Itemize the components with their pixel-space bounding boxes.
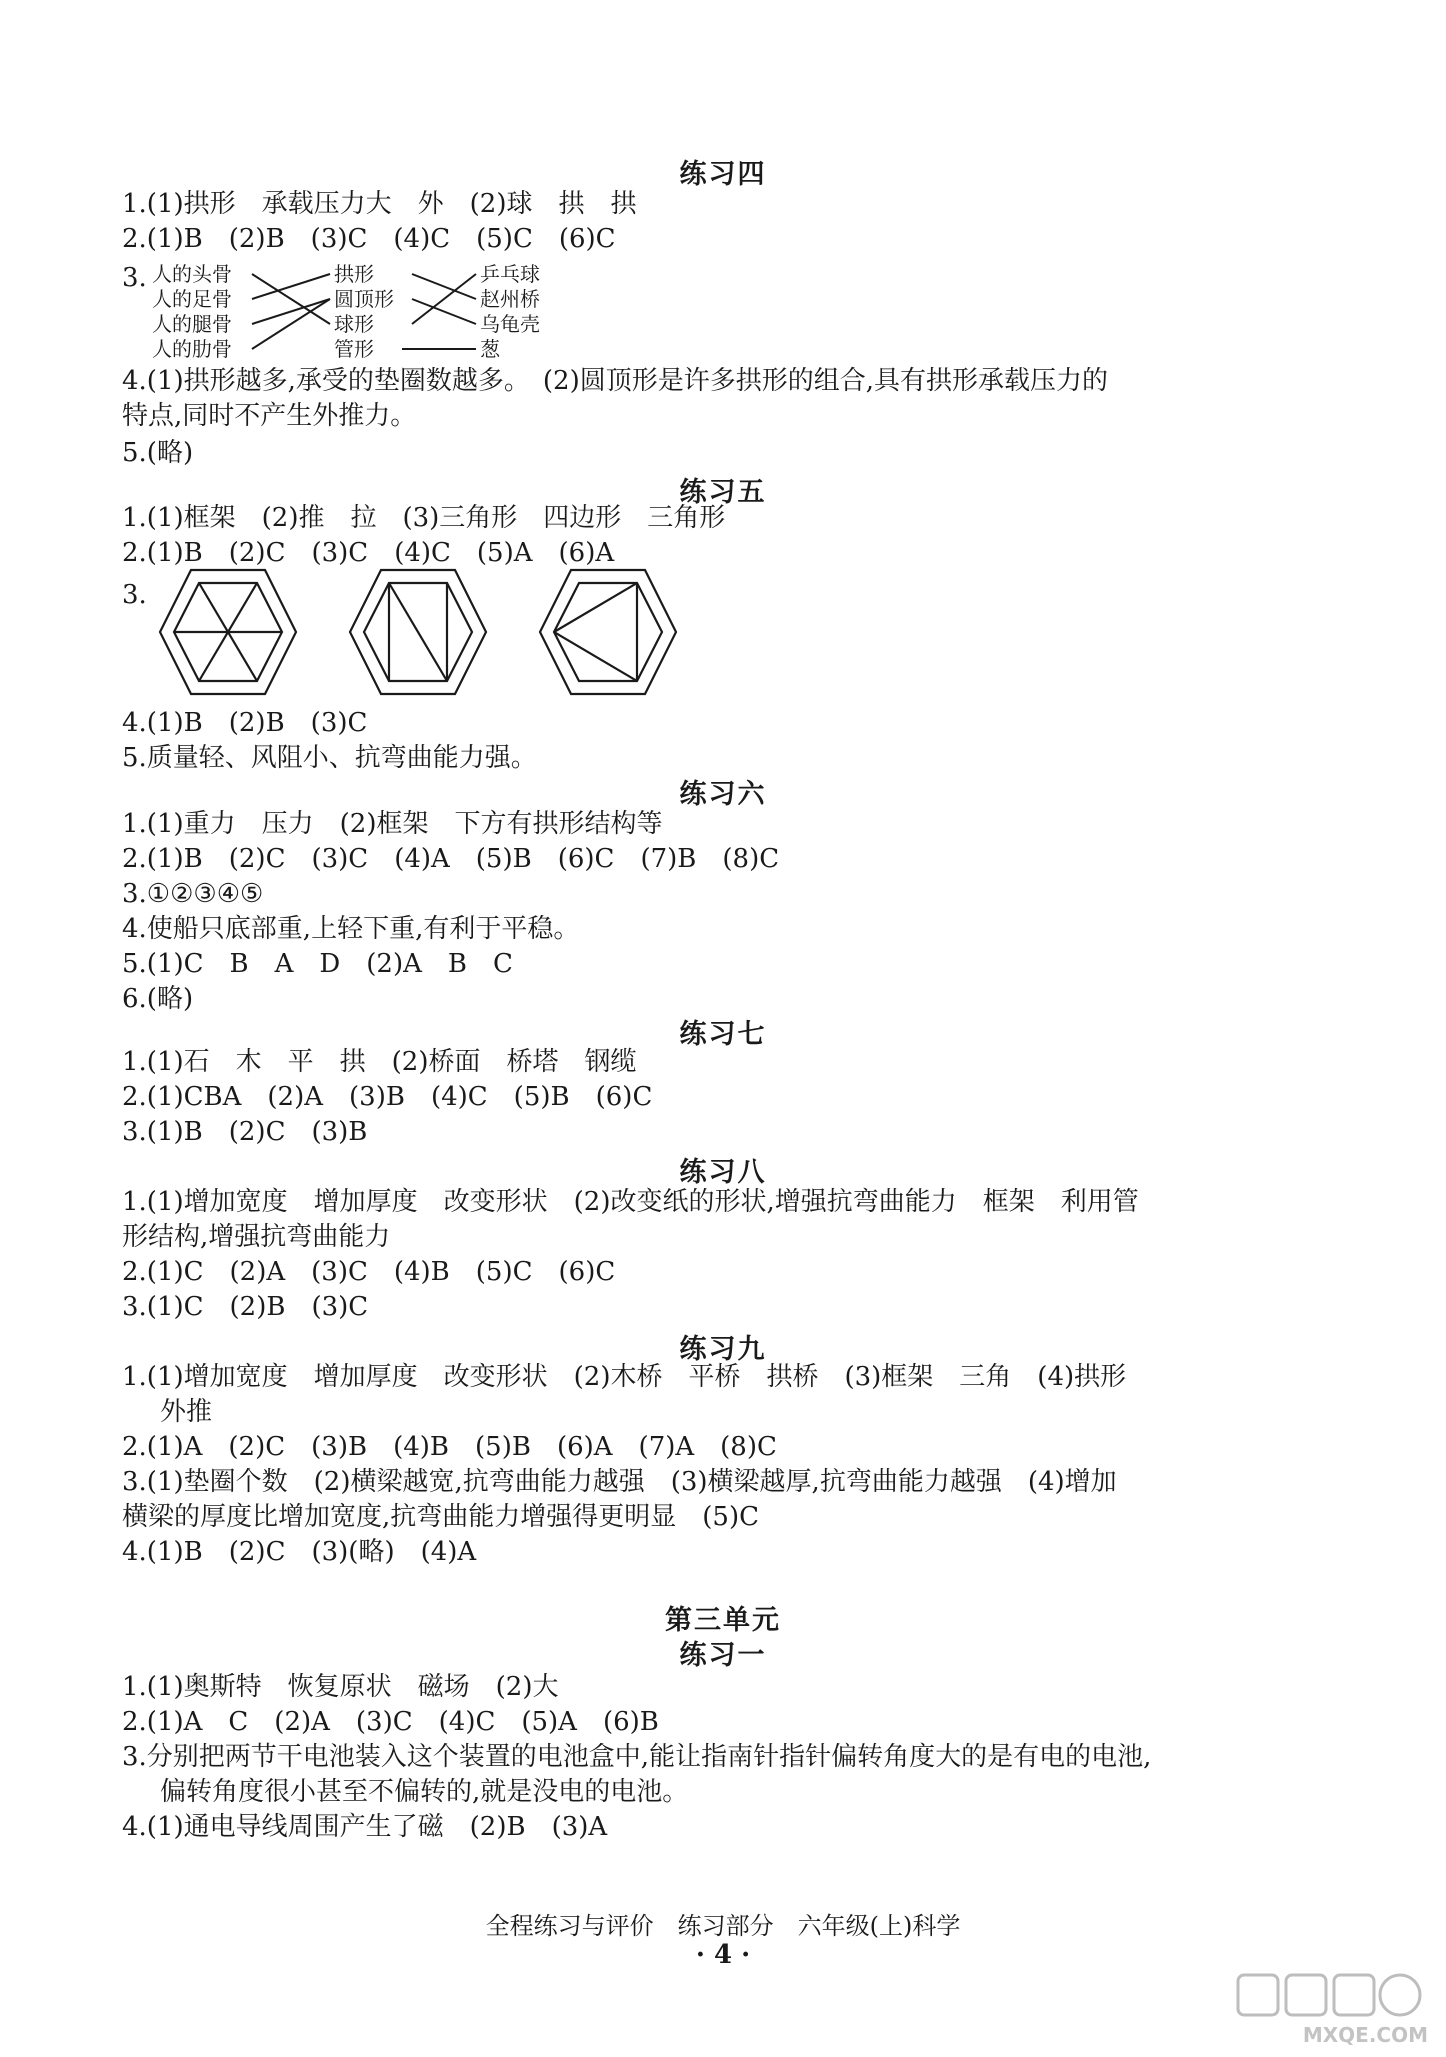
hexagon-diagrams	[150, 560, 690, 710]
match-line	[252, 274, 330, 299]
match-line	[252, 299, 330, 349]
matching-lines	[0, 0, 700, 380]
ex8-q2: 2.(1)C (2)A (3)C (4)B (5)C (6)C	[122, 1257, 616, 1287]
ex8-q3: 3.(1)C (2)B (3)C	[122, 1292, 369, 1322]
unit3-q3-line1: 3.分别把两节干电池装入这个装置的电池盒中,能让指南针指针偏转角度大的是有电的电池,	[122, 1742, 1152, 1772]
unit3-q1: 1.(1)奥斯特 恢复原状 磁场 (2)大	[122, 1672, 559, 1702]
ex5-q2: 2.(1)B (2)C (3)C (4)C (5)A (6)A	[122, 538, 615, 568]
ex4-q2: 2.(1)B (2)B (3)C (4)C (5)C (6)C	[122, 224, 616, 254]
match-line	[412, 299, 476, 324]
ex8-q1-line2: 形结构,增强抗弯曲能力	[122, 1222, 391, 1252]
ex5-q5: 5.质量轻、风阻小、抗弯曲能力强。	[122, 743, 537, 773]
match-right-item: 乒乓球	[480, 262, 540, 286]
hexagon-six-triangles	[160, 570, 296, 694]
match-line	[252, 299, 330, 324]
hexagon-inscribed-triangle	[540, 570, 676, 694]
match-line	[252, 274, 330, 324]
ex4-q3-number: 3.	[122, 263, 147, 293]
match-right-item: 乌龟壳	[480, 312, 540, 336]
section-title-ex7: 练习七	[679, 1019, 767, 1050]
ex6-q5: 5.(1)C B A D (2)A B C	[122, 949, 513, 979]
watermark-icon	[1228, 1967, 1428, 2023]
watermark-text: MXQE.COM	[1302, 2023, 1428, 2047]
ex9-q2: 2.(1)A (2)C (3)B (4)B (5)B (6)A (7)A (8)C	[122, 1432, 777, 1462]
ex9-q1-line2: 外推	[160, 1397, 213, 1427]
section-title-ex4: 练习四	[679, 159, 767, 190]
ex5-q4: 4.(1)B (2)B (3)C	[122, 708, 368, 738]
section-title-unit3-ex1: 练习一	[679, 1640, 767, 1671]
match-mid-item: 拱形	[334, 262, 374, 286]
ex9-q1-line1: 1.(1)增加宽度 增加厚度 改变形状 (2)木桥 平桥 拱桥 (3)框架 三角 (4)拱形	[122, 1362, 1127, 1392]
watermark-logo	[1228, 1967, 1428, 2047]
match-line	[412, 274, 476, 324]
match-left-item: 人的足骨	[152, 287, 232, 311]
ex4-q5: 5.(略)	[122, 438, 194, 468]
page-number: · 4 ·	[695, 1940, 751, 1970]
match-left-item: 人的头骨	[152, 262, 232, 286]
ex7-q1: 1.(1)石 木 平 拱 (2)桥面 桥塔 钢缆	[122, 1047, 637, 1077]
section-title-ex5: 练习五	[679, 477, 767, 508]
match-right-item: 赵州桥	[480, 287, 540, 311]
ex6-q6: 6.(略)	[122, 984, 194, 1014]
ex9-q3-line1: 3.(1)垫圈个数 (2)横梁越宽,抗弯曲能力越强 (3)横梁越厚,抗弯曲能力越强 (4)增加	[122, 1467, 1117, 1497]
ex6-q2: 2.(1)B (2)C (3)C (4)A (5)B (6)C (7)B (8)C	[122, 844, 780, 874]
ex6-q3: 3.①②③④⑤	[122, 879, 264, 909]
section-title-ex8: 练习八	[679, 1157, 767, 1188]
section-title-ex6: 练习六	[679, 779, 767, 810]
section-title-ex9: 练习九	[679, 1334, 767, 1365]
match-left-item: 人的肋骨	[152, 337, 232, 361]
ex4-q1: 1.(1)拱形 承载压力大 外 (2)球 拱 拱	[122, 189, 637, 219]
ex5-q1: 1.(1)框架 (2)推 拉 (3)三角形 四边形 三角形	[122, 503, 726, 533]
match-left-item: 人的腿骨	[152, 312, 232, 336]
unit3-q3-line2: 偏转角度很小甚至不偏转的,就是没电的电池。	[160, 1777, 689, 1807]
match-right-item: 葱	[480, 337, 500, 361]
ex5-q3-number: 3.	[122, 580, 147, 610]
match-mid-item: 圆顶形	[334, 287, 394, 311]
ex4-q4-line1: 4.(1)拱形越多,承受的垫圈数越多。 (2)圆顶形是许多拱形的组合,具有拱形承载压力的	[122, 366, 1108, 396]
ex9-q4: 4.(1)B (2)C (3)(略) (4)A	[122, 1537, 477, 1567]
ex7-q2: 2.(1)CBA (2)A (3)B (4)C (5)B (6)C	[122, 1082, 653, 1112]
unit3-q4: 4.(1)通电导线周围产生了磁 (2)B (3)A	[122, 1812, 608, 1842]
ex6-q1: 1.(1)重力 压力 (2)框架 下方有拱形结构等	[122, 809, 663, 839]
match-mid-item: 球形	[334, 312, 374, 336]
unit-title: 第三单元	[665, 1605, 781, 1636]
ex6-q4: 4.使船只底部重,上轻下重,有利于平稳。	[122, 914, 580, 944]
hexagon-rectangle-diagonal	[350, 570, 486, 694]
match-line	[412, 274, 476, 299]
footer-text: 全程练习与评价 练习部分 六年级(上)科学	[485, 1912, 961, 1940]
ex8-q1-line1: 1.(1)增加宽度 增加厚度 改变形状 (2)改变纸的形状,增强抗弯曲能力 框架 利用管	[122, 1187, 1139, 1217]
unit3-q2: 2.(1)A C (2)A (3)C (4)C (5)A (6)B	[122, 1707, 659, 1737]
match-mid-item: 管形	[334, 337, 374, 361]
ex4-q4-line2: 特点,同时不产生外推力。	[122, 401, 417, 431]
ex7-q3: 3.(1)B (2)C (3)B	[122, 1117, 368, 1147]
ex9-q3-line2: 横梁的厚度比增加宽度,抗弯曲能力增强得更明显 (5)C	[122, 1502, 759, 1532]
